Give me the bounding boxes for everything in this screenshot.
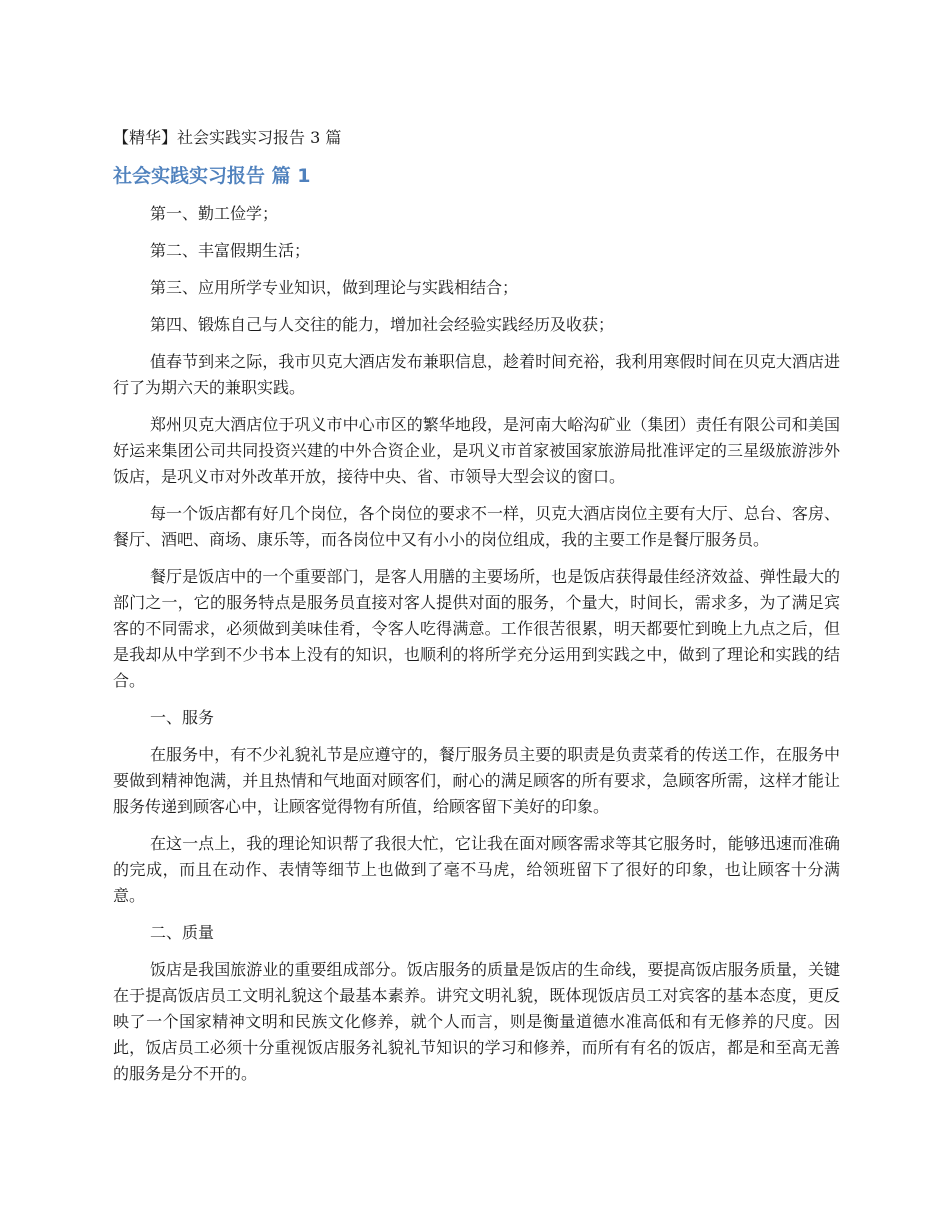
paragraph: 值春节到来之际，我市贝克大酒店发布兼职信息，趁着时间充裕，我利用寒假时间在贝克大酒店进行了为期六天的兼职实践。: [113, 352, 840, 397]
paragraph: 在服务中，有不少礼貌礼节是应遵守的，餐厅服务员主要的职责是负责菜肴的传送工作，在服务中要做到精神饱满，并且热情和气地面对顾客们，耐心的满足顾客的所有要求，急顾客所需，这样才能让服务传递到顾客心中，让顾客觉得物有所值，给顾客留下美好的印象。: [113, 745, 840, 816]
paragraph: 郑州贝克大酒店位于巩义市中心市区的繁华地段，是河南大峪沟矿业（集团）责任有限公司和美国好运来集团公司共同投资兴建的中外合资企业，是巩义市首家被国家旅游局批准评定的三星级旅游涉外饭店，是巩义市对外改革开放，接待中央、省、市领导大型会议的窗口。: [113, 415, 840, 486]
document-title: 【精华】社会实践实习报告 3 篇: [113, 128, 342, 147]
subheading-service: 一、服务: [150, 708, 215, 727]
document-body: [113, 201, 840, 1098]
paragraph: 第四、锻炼自己与人交往的能力，增加社会经验实践经历及收获；: [150, 315, 615, 334]
paragraph: 饭店是我国旅游业的重要组成部分。饭店服务的质量是饭店的生命线，要提高饭店服务质量，关键在于提高饭店员工文明礼貌这个最基本素养。讲究文明礼貌，既体现饭店员工对宾客的基本态度，更反映了一个国家精神文明和民族文化修养，就个人而言，则是衡量道德水准高低和有无修养的尺度。因此，饭店员工必须十分重视饭店服务礼貌礼节知识的学习和修养，而所有有名的饭店，都是和至高无善的服务是分不开的。: [113, 960, 840, 1083]
paragraph: 餐厅是饭店中的一个重要部门，是客人用膳的主要场所，也是饭店获得最佳经济效益、弹性最大的部门之一，它的服务特点是服务员直接对客人提供对面的服务，个量大，时间长，需求多，为了满足宾客的不同需求，必须做到美味佳肴，令客人吃得满意。工作很苦很累，明天都要忙到晚上九点之后，但是我却从中学到不少书本上没有的知识，也顺利的将所学充分运用到实践之中，做到了理论和实践的结合。: [113, 567, 840, 690]
paragraph: 第二、丰富假期生活；: [150, 241, 311, 260]
paragraph: 第一、勤工俭学；: [150, 204, 279, 223]
paragraph: 第三、应用所学专业知识，做到理论与实践相结合；: [150, 278, 519, 297]
subheading-quality: 二、质量: [150, 923, 215, 942]
section-heading: 社会实践实习报告 篇 1: [113, 165, 311, 187]
paragraph: 在这一点上，我的理论知识帮了我很大忙，它让我在面对顾客需求等其它服务时，能够迅速而准确的完成，而且在动作、表情等细节上也做到了毫不马虎，给领班留下了很好的印象，也让顾客十分满意。: [113, 834, 840, 905]
paragraph: 每一个饭店都有好几个岗位，各个岗位的要求不一样，贝克大酒店岗位主要有大厅、总台、客房、餐厅、酒吧、商场、康乐等，而各岗位中又有小小的岗位组成，我的主要工作是餐厅服务员。: [113, 504, 840, 549]
